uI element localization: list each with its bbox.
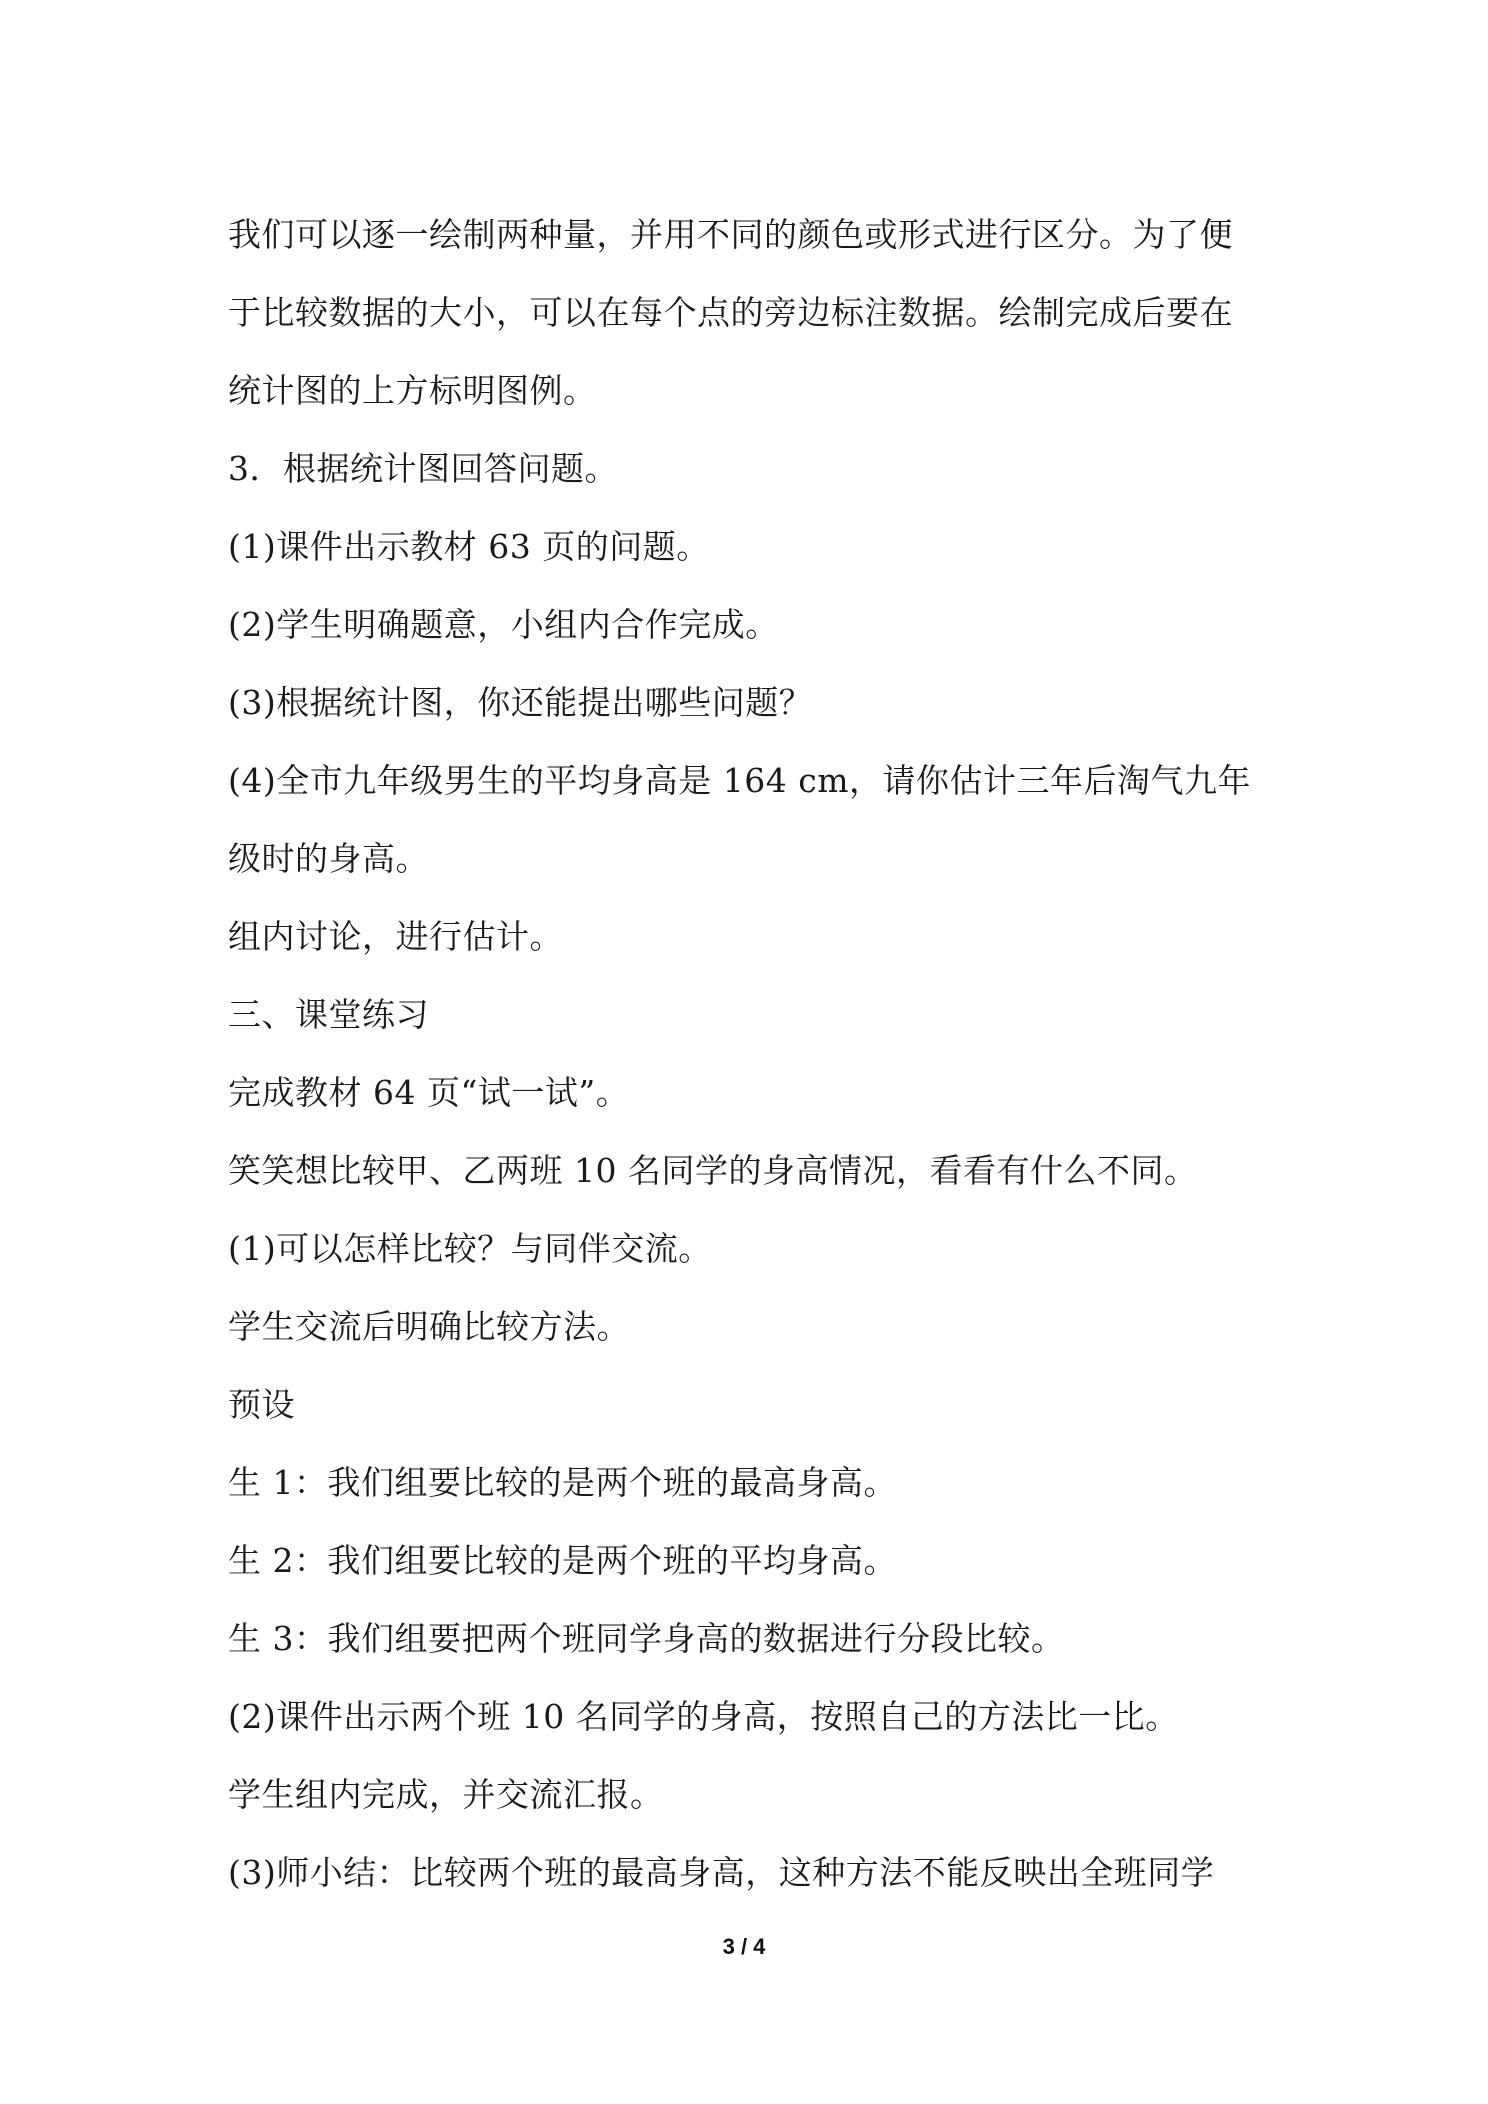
text-line: (3)根据统计图，你还能提出哪些问题？: [228, 683, 813, 722]
text-line: (1)课件出示教材 63 页的问题。: [228, 527, 710, 566]
text-line: 完成教材 64 页“试一试”。: [228, 1073, 630, 1112]
text-line: 生 2：我们组要比较的是两个班的平均身高。: [228, 1541, 897, 1580]
text-line: 预设: [228, 1385, 295, 1424]
text-line: 学生组内完成，并交流汇报。: [228, 1775, 664, 1814]
section-heading: 三、课堂练习: [228, 995, 429, 1034]
text-line: 生 3：我们组要把两个班同学身高的数据进行分段比较。: [228, 1619, 1065, 1658]
text-line: 级时的身高。: [228, 839, 429, 878]
text-line: 组内讨论，进行估计。: [228, 917, 563, 956]
text-line: 生 1：我们组要比较的是两个班的最高身高。: [228, 1463, 897, 1502]
text-line: (2)课件出示两个班 10 名同学的身高，按照自己的方法比一比。: [228, 1697, 1179, 1736]
text-line: (4)全市九年级男生的平均身高是 164 cm，请你估计三年后淘气九年: [228, 761, 1251, 800]
text-line: (1)可以怎样比较？与同伴交流。: [228, 1229, 712, 1268]
text-line: (3)师小结：比较两个班的最高身高，这种方法不能反映出全班同学: [228, 1853, 1215, 1892]
section-heading: 3．根据统计图回答问题。: [228, 449, 618, 488]
text-line: 我们可以逐一绘制两种量，并用不同的颜色或形式进行区分。为了便: [228, 215, 1233, 254]
document-body: [228, 196, 1268, 1912]
text-line: 笑笑想比较甲、乙两班 10 名同学的身高情况，看看有什么不同。: [228, 1151, 1198, 1190]
text-line: (2)学生明确题意，小组内合作完成。: [228, 605, 779, 644]
text-line: 统计图的上方标明图例。: [228, 371, 597, 410]
page-number: 3 / 4: [722, 1934, 766, 1959]
text-line: 学生交流后明确比较方法。: [228, 1307, 630, 1346]
text-line: 于比较数据的大小，可以在每个点的旁边标注数据。绘制完成后要在: [228, 293, 1233, 332]
